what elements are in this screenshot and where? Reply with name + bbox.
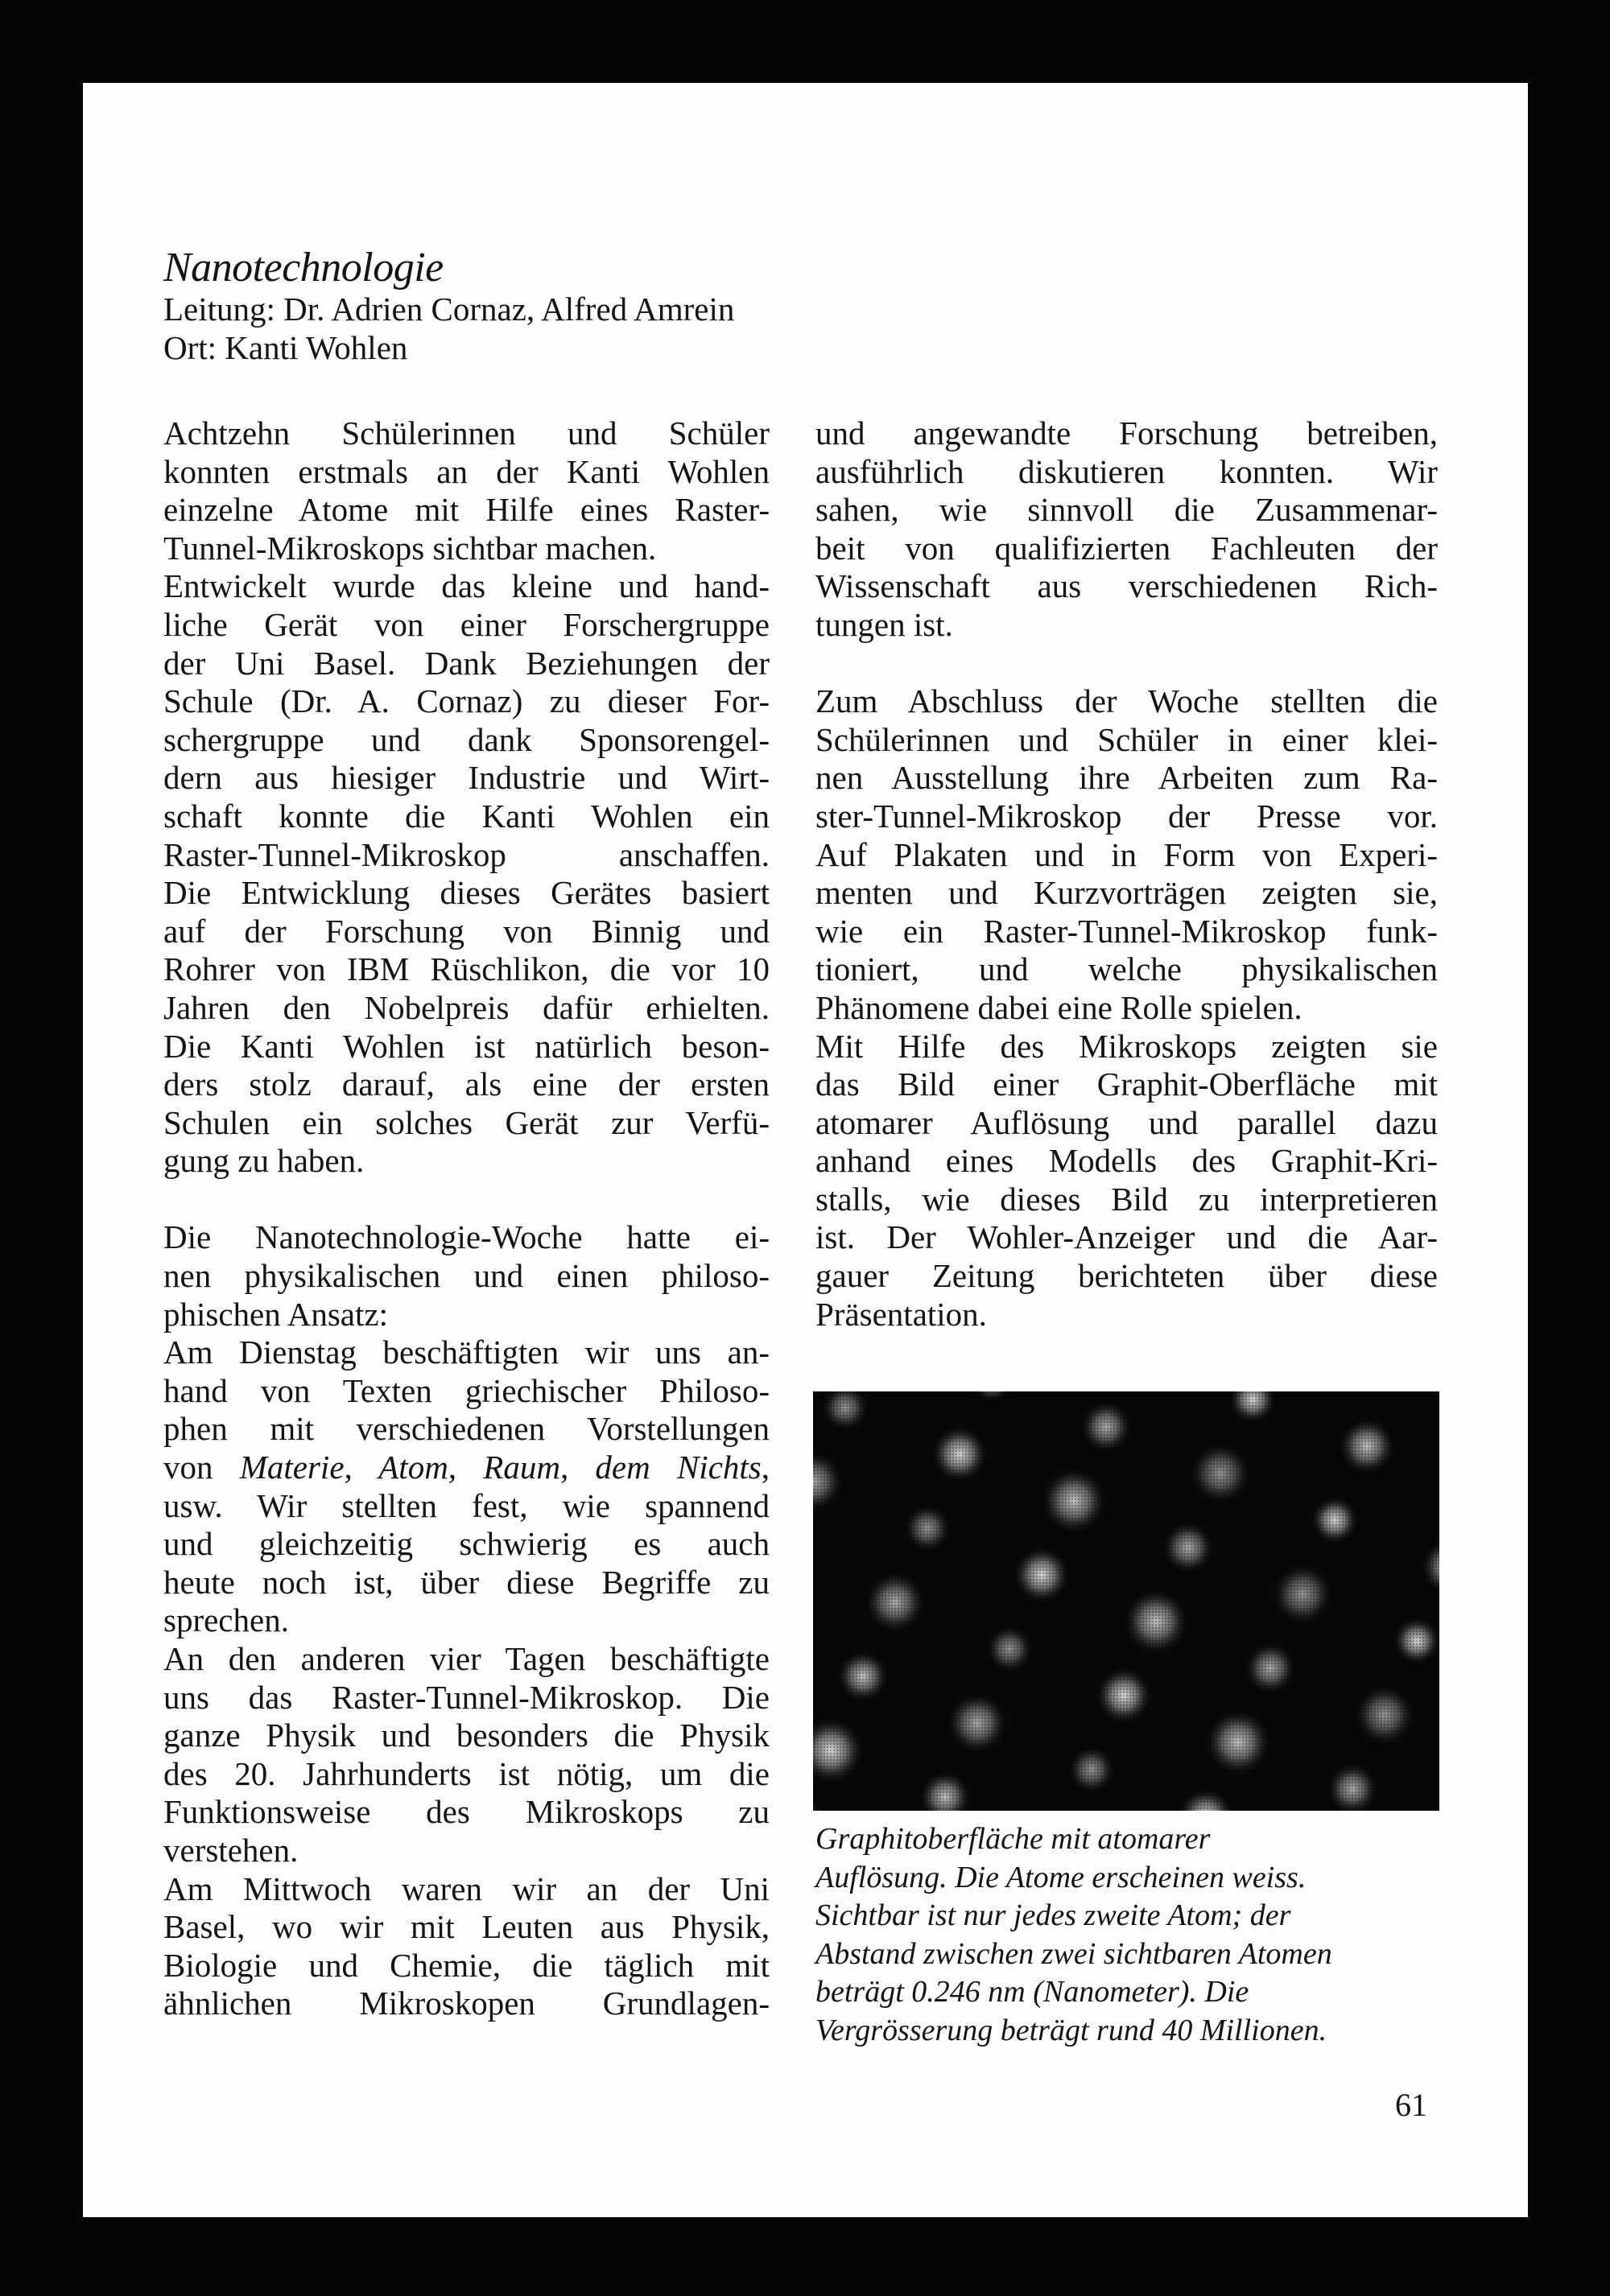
italic-terms: Materie, Atom, Raum, dem Nichts bbox=[239, 1449, 762, 1486]
caption-line: Vergrösserung beträgt rund 40 Millionen. bbox=[815, 2013, 1327, 2047]
text-line: sahen, wie sinnvoll die Zusammenar- bbox=[815, 491, 1438, 529]
text-line: Tunnel-Mikroskops sichtbar machen. bbox=[163, 529, 657, 567]
text-line: uns das Raster-Tunnel-Mikroskop. Die bbox=[163, 1678, 770, 1716]
text-line: einzelne Atome mit Hilfe eines Raster- bbox=[163, 491, 770, 529]
text-line: Achtzehn Schülerinnen und Schüler bbox=[163, 414, 770, 451]
text-line: Basel, wo wir mit Leuten aus Physik, bbox=[163, 1908, 770, 1946]
text-line: Auf Plakaten und in Form von Experi- bbox=[815, 835, 1438, 873]
text-line: Zum Abschluss der Woche stellten die bbox=[815, 682, 1438, 720]
text-line: auf der Forschung von Binnig und bbox=[163, 912, 770, 950]
text-line: Phänomene dabei eine Rolle spielen. bbox=[815, 988, 1302, 1026]
text-line: und angewandte Forschung betreiben, bbox=[815, 414, 1438, 451]
right-paragraph-2 bbox=[815, 682, 1438, 1333]
text-line: beit von qualifizierten Fachleuten der bbox=[815, 529, 1438, 567]
text-line: ganze Physik und besonders die Physik bbox=[163, 1717, 770, 1754]
text-line: ausführlich diskutieren konnten. Wir bbox=[815, 452, 1438, 490]
text-line: schaft konnte die Kanti Wohlen ein bbox=[163, 797, 770, 835]
text-line: usw. Wir stellten fest, wie spannend bbox=[163, 1486, 770, 1524]
text-line: stalls, wie dieses Bild zu interpretieren bbox=[815, 1180, 1438, 1218]
article-title: Nanotechnologie bbox=[163, 245, 444, 291]
text-line: Rohrer von IBM Rüschlikon, die vor 10 bbox=[163, 950, 770, 988]
text-line: das Bild einer Graphit-Oberfläche mit bbox=[815, 1066, 1438, 1103]
text-line: phischen Ansatz: bbox=[163, 1295, 388, 1333]
text-line: Die Entwicklung dieses Gerätes basiert bbox=[163, 874, 770, 912]
text-line: An den anderen vier Tagen beschäftigte bbox=[163, 1640, 770, 1677]
text-line: Jahren den Nobelpreis dafür erhielten. bbox=[163, 988, 770, 1026]
text-line: von Materie, Atom, Raum, dem Nichts, bbox=[163, 1449, 770, 1486]
text-line: schergruppe und dank Sponsorengel- bbox=[163, 720, 770, 758]
text-line: Biologie und Chemie, die täglich mit bbox=[163, 1946, 770, 1984]
text-line: wie ein Raster-Tunnel-Mikroskop funk- bbox=[815, 912, 1438, 950]
text-line: hand von Texten griechischer Philoso- bbox=[163, 1371, 770, 1409]
text-line: Am Dienstag beschäftigten wir uns an- bbox=[163, 1333, 770, 1371]
text-line: Die Nanotechnologie-Woche hatte ei- bbox=[163, 1218, 770, 1256]
text-line: Mit Hilfe des Mikroskops zeigten sie bbox=[815, 1027, 1438, 1065]
text-line: Schulen ein solches Gerät zur Verfü- bbox=[163, 1103, 770, 1141]
graphite-stm-image bbox=[813, 1391, 1439, 1811]
text-line: der Uni Basel. Dank Beziehungen der bbox=[163, 644, 770, 682]
text-line: und gleichzeitig schwierig es auch bbox=[163, 1525, 770, 1563]
caption-line: Auflösung. Die Atome erscheinen weiss. bbox=[815, 1860, 1307, 1894]
caption-line: Sichtbar ist nur jedes zweite Atom; der bbox=[815, 1898, 1291, 1932]
left-paragraph-2-continued bbox=[163, 1487, 770, 2023]
text-line: des 20. Jahrhunderts ist nötig, um die bbox=[163, 1754, 770, 1792]
text-line: ähnlichen Mikroskopen Grundlagen- bbox=[163, 1985, 770, 2022]
text-line: heute noch ist, über diese Begriffe zu bbox=[163, 1563, 770, 1601]
text-line: anhand eines Modells des Graphit-Kri- bbox=[815, 1142, 1438, 1180]
text-line: gauer Zeitung berichteten über diese bbox=[815, 1257, 1438, 1295]
caption-line: Graphitoberfläche mit atomarer bbox=[815, 1822, 1211, 1856]
text-line: Wissenschaft aus verschiedenen Rich- bbox=[815, 567, 1438, 605]
text-line: dern aus hiesiger Industrie und Wirt- bbox=[163, 759, 770, 797]
right-paragraph-1 bbox=[815, 414, 1438, 645]
text-line: gung zu haben. bbox=[163, 1142, 365, 1180]
text-line: ders stolz darauf, als eine der ersten bbox=[163, 1066, 770, 1103]
text-line: tioniert, und welche physikalischen bbox=[815, 950, 1438, 988]
text-line: Am Mittwoch waren wir an der Uni bbox=[163, 1869, 770, 1907]
text-line: atomarer Auflösung und parallel dazu bbox=[815, 1103, 1438, 1141]
text-line: nen physikalischen und einen philoso- bbox=[163, 1257, 770, 1295]
text-line: konnten erstmals an der Kanti Wohlen bbox=[163, 452, 770, 490]
text-line: tungen ist. bbox=[815, 605, 953, 643]
page-number: 61 bbox=[1395, 2087, 1427, 2123]
caption-line: beträgt 0.246 nm (Nanometer). Die bbox=[815, 1975, 1249, 2009]
text-line: phen mit verschiedenen Vorstellungen bbox=[163, 1410, 770, 1448]
caption-line: Abstand zwischen zwei sichtbaren Atomen bbox=[815, 1936, 1332, 1971]
text-line: liche Gerät von einer Forschergruppe bbox=[163, 605, 770, 643]
article-leitung: Leitung: Dr. Adrien Cornaz, Alfred Amrein bbox=[163, 291, 735, 328]
text-line: menten und Kurzvorträgen zeigten sie, bbox=[815, 874, 1438, 912]
left-paragraph-2 bbox=[163, 1218, 770, 1449]
text-line: Entwickelt wurde das kleine und hand- bbox=[163, 567, 770, 605]
text-line: ster-Tunnel-Mikroskop der Presse vor. bbox=[815, 797, 1438, 835]
text-line: nen Ausstellung ihre Arbeiten zum Ra- bbox=[815, 759, 1438, 797]
text-line: Schülerinnen und Schüler in einer klei- bbox=[815, 720, 1438, 758]
text-line: Die Kanti Wohlen ist natürlich beson- bbox=[163, 1027, 770, 1065]
text-line: verstehen. bbox=[163, 1831, 299, 1869]
figure-caption bbox=[815, 1820, 1443, 2050]
text-line: Raster-Tunnel-Mikroskop anschaffen. bbox=[163, 835, 770, 873]
right-column bbox=[815, 414, 1438, 1333]
article-ort: Ort: Kanti Wohlen bbox=[163, 329, 408, 366]
text-line: sprechen. bbox=[163, 1601, 289, 1639]
text-line: Funktionsweise des Mikroskops zu bbox=[163, 1793, 770, 1831]
text-line: Präsentation. bbox=[815, 1295, 987, 1333]
left-column bbox=[163, 414, 770, 2023]
left-paragraph-1 bbox=[163, 414, 770, 1181]
text-line: ist. Der Wohler-Anzeiger und die Aar- bbox=[815, 1218, 1438, 1256]
text-line: Schule (Dr. A. Cornaz) zu dieser For- bbox=[163, 682, 770, 720]
